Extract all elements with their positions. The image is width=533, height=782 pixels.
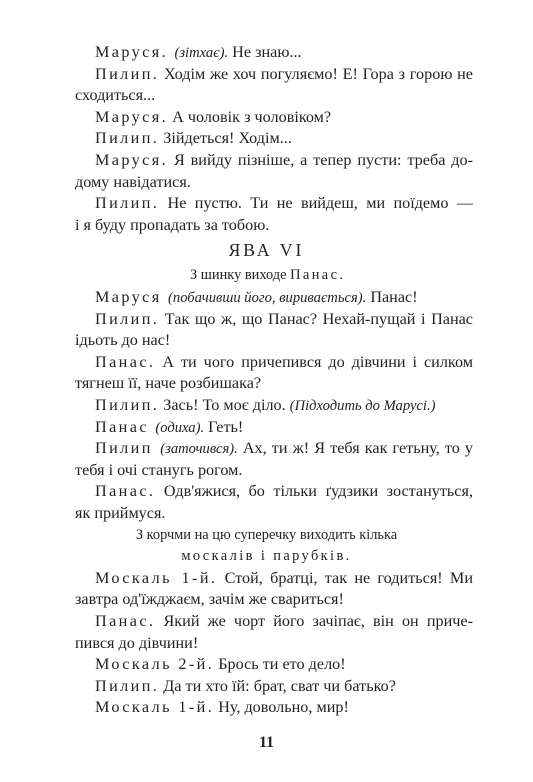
text-line <box>75 172 191 192</box>
speaker-name: Маруся <box>95 288 162 306</box>
dialogue-text: Ну, довольно, мир! <box>214 698 349 717</box>
text-line <box>75 373 261 393</box>
text-line: Пилип. Ходім же хоч погуляємо! Е! Гора з горою не <box>95 64 473 83</box>
speaker-name: Москаль 2-й <box>95 655 208 674</box>
text-line <box>75 633 198 653</box>
text-line: Маруся. А чоловік з чоловіком? <box>95 107 332 126</box>
dialogue-text: А чоловік з чоловіком? <box>168 107 332 126</box>
text-line <box>75 503 165 523</box>
stage-direction: З шинку виходе <box>190 267 291 284</box>
text-line: Пилип. Не пустю. Ти не вийдеш, ми поїдемо — <box>95 194 473 213</box>
dialogue-text: Не знаю... <box>228 43 302 61</box>
dialogue-text: Брось ти ето дело! <box>214 655 346 674</box>
speaker-name: Пилип <box>95 439 153 458</box>
text-line <box>75 330 170 350</box>
scene-heading: ЯВА VI <box>228 240 305 261</box>
stage-direction: (Підходить до Марусі.) <box>289 398 436 414</box>
dialogue-text: А ти чого причепився до дівчини і силком <box>155 352 473 371</box>
speaker-name: Маруся <box>95 43 162 61</box>
dialogue-text: Геть! <box>204 417 244 436</box>
dialogue-text: Так що ж, що Панас? Нехай-пущай і Панас <box>159 309 473 328</box>
text-line: Москаль 1-й. Ну, довольно, мир! <box>95 698 349 717</box>
text-line: Пилип. Да ти хто їй: брат, сват чи батько? <box>95 676 396 695</box>
stage-direction: (одиха). <box>155 419 205 436</box>
stage-direction-line: З корчми на цю суперечку виходить кілька <box>135 526 398 543</box>
text-line <box>75 589 344 609</box>
text-line: Москаль 2-й. Брось ти ето дело! <box>95 655 346 674</box>
text-line: Панас. Який же чорт його зачіпає, він он приче- <box>95 612 473 630</box>
stage-direction: (зітхає). <box>174 45 229 61</box>
stage-direction-line: З шинку виходе Панас. <box>190 267 343 284</box>
speaker-name: Маруся <box>95 107 162 126</box>
dialogue-text: Одв'яжися, бо тільки ґудзики зостануться, <box>155 482 473 501</box>
stage-direction-line: москалів і парубків. <box>181 548 352 565</box>
speaker-name: Панас <box>95 417 149 436</box>
text-line: Москаль 1-й. Стой, братці, так не годиться! Ми <box>95 568 473 587</box>
text-line: Панас. А ти чого причепився до дівчини і силком <box>95 352 473 371</box>
dialogue-text: дому навідатися. <box>75 172 191 191</box>
speaker-name: Маруся <box>95 151 162 169</box>
speaker-name: Панас <box>290 267 340 284</box>
dialogue-text: Ходім же хоч погуляємо! Е! Гора з горою не <box>159 64 473 83</box>
text-line <box>95 287 418 308</box>
page-number: 11 <box>258 734 275 751</box>
dialogue-text: ідьоть до нас! <box>75 331 171 350</box>
speaker-name: Панас <box>95 612 149 630</box>
dialogue-text: Зійдеться! Ходім... <box>159 129 292 148</box>
dialogue-text: завтра од'їжджаєм, зачім же свариться! <box>75 590 344 609</box>
speaker-name: Панас <box>95 482 149 501</box>
speaker-name: Пилип <box>95 194 153 213</box>
speaker-name: Москаль 1-й <box>95 698 208 717</box>
text-line <box>95 438 473 459</box>
text-line <box>95 417 243 438</box>
dialogue-text: Да ти хто їй: брат, сват чи батько? <box>159 676 396 695</box>
text-line: Маруся. (зітхає). Не знаю... <box>95 43 302 61</box>
stage-direction: (заточився). <box>160 441 238 458</box>
dialogue-text: і я буду пропадать за тобою. <box>75 215 270 234</box>
text-line <box>75 460 242 480</box>
speaker-name: Пилип <box>95 396 153 414</box>
text-line: Маруся. Я вийду пізніше, а тепер пусти: треба до- <box>95 151 473 169</box>
dialogue-text: Зась! То моє діло. <box>159 396 290 414</box>
speaker-name: Панас <box>95 352 149 371</box>
speaker-name: Пилип <box>95 129 153 148</box>
speaker-name: Москаль 1-й <box>95 568 211 587</box>
stage-direction: (побачивши його, виривається). <box>168 290 367 306</box>
text-line: Пилип. Зійдеться! Ходім... <box>95 129 292 148</box>
dialogue-text: Я вийду пізніше, а тепер пусти: треба до- <box>168 151 473 169</box>
dialogue-text: Який же чорт його зачіпає, він он приче- <box>155 612 473 630</box>
text-line <box>75 85 155 105</box>
text-line <box>75 215 269 235</box>
speaker-name: Пилип <box>95 64 153 83</box>
dialogue-text: як приймуся. <box>75 504 166 522</box>
dialogue-text: тебя і очі станугь рогом. <box>75 460 243 479</box>
dialogue-text: Ах, ти ж! Я тебя как гетьну, то у <box>237 439 473 458</box>
speaker-name: Пилип <box>95 309 153 328</box>
dialogue-text: Стой, братці, так не годиться! Ми <box>217 568 473 587</box>
dialogue-text: пився до дівчини! <box>75 633 199 652</box>
text-line: Панас. Одв'яжися, бо тільки ґудзики зостануться, <box>95 482 473 501</box>
text-line: Пилип. Зась! То моє діло. (Підходить до Марусі.) <box>95 396 436 414</box>
dialogue-text: Панас! <box>366 288 418 306</box>
dialogue-text: тягнеш її, наче розбишака? <box>75 374 262 393</box>
dialogue-text: Не пустю. Ти не вийдеш, ми поїдемо — <box>159 194 473 213</box>
dialogue-text: сходиться... <box>75 86 156 105</box>
text-line: Пилип. Так що ж, що Панас? Нехай-пущай і Панас <box>95 309 473 328</box>
speaker-name: Пилип <box>95 676 153 695</box>
